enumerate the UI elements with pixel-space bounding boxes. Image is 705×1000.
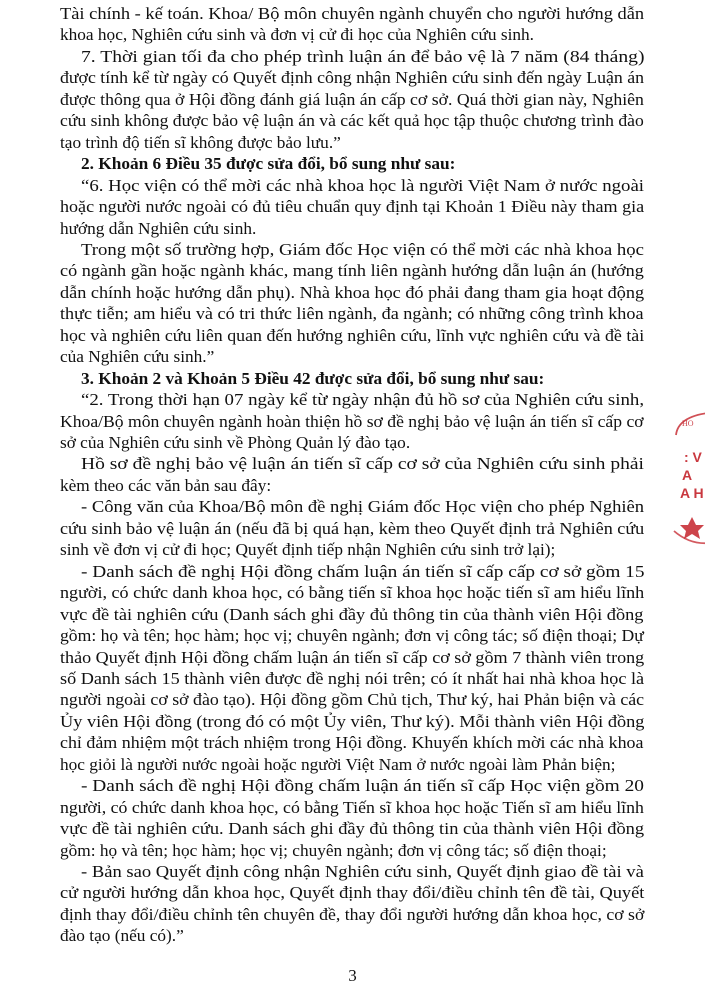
text-line: được thông qua ở Hội đồng đánh giá luận án cấp cơ sở. Quá thời gian này, Nghiên: [60, 89, 644, 109]
svg-text:A: A: [682, 467, 693, 483]
text-line: cứu sinh bảo vệ luận án (nếu đã bị quá hạn, kèm theo Quyết định trả Nghiên cứu: [60, 518, 645, 538]
text-line: chỉ đảm nhiệm một trách nhiệm trong Hội đồng. Khuyến khích mời các nhà khoa: [60, 733, 644, 753]
text-line: cứu sinh không được bảo vệ luận án và các kết quả học tập thuộc chương trình đào: [60, 111, 644, 131]
text-line: - Công văn của Khoa/Bộ môn đề nghị Giám đốc Học viện cho phép Nghiên: [81, 497, 645, 517]
text-line: Trong một số trường hợp, Giám đốc Học viện có thể mời các nhà khoa học: [81, 239, 644, 259]
text-line: - Bản sao Quyết định công nhận Nghiên cứu sinh, Quyết định giao đề tài và: [81, 862, 644, 881]
text-line: học và nghiên cứu liên quan đến hướng nghiên cứu, lĩnh vực nghiên cứu và đề tài: [60, 325, 645, 345]
text-line: “6. Học viện có thể mời các nhà khoa học là người Việt Nam ở nước ngoài: [81, 175, 645, 195]
text-line: định thay đổi/điều chỉnh tên chuyên đề, thay đổi người hướng dẫn khoa học, cơ sở: [60, 904, 645, 924]
text-line: sở của Nghiên cứu sinh về Phòng Quản lý đào tạo.: [60, 433, 411, 452]
text-line: sinh về đơn vị cử đi học; Quyết định tiếp nhận Nghiên cứu sinh trở lại);: [60, 540, 556, 560]
text-line: “2. Trong thời hạn 07 ngày kể từ ngày nhận đủ hồ sơ của Nghiên cứu sinh,: [81, 390, 645, 410]
text-line: thảo Quyết định Hội đồng chấm luận án tiến sĩ cấp cơ sở gồm 7 thành viên trong: [60, 647, 645, 667]
text-line: cử người hướng dẫn khoa học, Quyết định thay đổi/điều chỉnh tên đề tài, Quyết: [60, 883, 645, 903]
text-line: khoa học, Nghiên cứu sinh và đơn vị cử đi học của Nghiên cứu sinh.: [60, 25, 534, 45]
text-line: Khoa/Bộ môn chuyên ngành hoàn thiện hồ sơ đề nghị bảo vệ luận án tiến sĩ cấp cơ: [60, 411, 644, 431]
text-line: người, có chức danh khoa học, có bằng tiến sĩ khoa học hoặc tiến sĩ am hiểu lĩnh: [60, 583, 645, 603]
section-heading: 2. Khoản 6 Điều 35 được sửa đổi, bổ sung như sau:: [81, 154, 456, 174]
page-number: 3: [348, 966, 357, 985]
text-line: hướng dẫn Nghiên cứu sinh.: [60, 218, 257, 238]
text-line: Ủy viên Hội đồng (trong đó có một Ủy viên, Thư ký). Mỗi thành viên Hội đồng: [60, 711, 645, 731]
text-line: được tính kể từ ngày có Quyết định công nhận Nghiên cứu sinh đến ngày Luận án: [60, 68, 645, 88]
text-line: Tài chính - kế toán. Khoa/ Bộ môn chuyên ngành chuyển cho người hướng dẫn: [60, 4, 645, 23]
svg-text:A H: A H: [680, 485, 704, 501]
text-line: người, có chức danh khoa học, có bằng Tiến sĩ khoa học hoặc Tiến sĩ am hiểu lĩnh: [60, 797, 644, 817]
section-heading: 3. Khoản 2 và Khoản 5 Điều 42 được sửa đổi, bổ sung như sau:: [81, 368, 545, 388]
text-line: số Danh sách 15 thành viên được đề nghị nói trên; có ít nhất hai nhà khoa học là: [60, 668, 645, 688]
text-line: 7. Thời gian tối đa cho phép trình luận án để bảo vệ là 7 năm (84 tháng): [81, 46, 645, 66]
red-stamp-partial: [670, 395, 705, 555]
text-line: gồm: họ và tên; học hàm; học vị; chuyên ngành; đơn vị công tác; số điện thoại;: [60, 840, 607, 860]
stamp-graphic: [670, 395, 705, 555]
text-line: kèm theo các văn bản sau đây:: [60, 475, 272, 495]
text-line: có ngành gần hoặc ngành khác, mang tính liên ngành hướng dẫn luận án (hướng: [60, 261, 644, 281]
text-line: vực đề tài nghiên cứu (Danh sách ghi đầy đủ thông tin của thành viên Hội đồng: [60, 604, 644, 624]
text-line: đào tạo (nếu có).”: [60, 926, 184, 946]
text-line: dẫn chính hoặc hướng dẫn phụ). Nhà khoa học đó phải đang tham gia hoạt động: [60, 282, 645, 302]
text-line: tạo trình độ tiến sĩ không được bảo lưu.”: [60, 132, 341, 152]
text-line: - Danh sách đề nghị Hội đồng chấm luận án tiến sĩ cấp Học viện gồm 20: [81, 776, 644, 796]
text-line: người ngoài cơ sở đào tạo). Hội đồng gồm Chủ tịch, Thư ký, hai Phản biện và các: [60, 690, 645, 710]
text-line: - Danh sách đề nghị Hội đồng chấm luận án tiến sĩ cấp cấp cơ sở gồm 15: [81, 561, 645, 581]
text-line: gồm: họ và tên; học hàm; học vị; chuyên ngành; đơn vị công tác; số điện thoại; Dự: [60, 626, 644, 646]
text-line: học giỏi là người nước ngoài hoặc người Việt Nam ở nước ngoài làm Phản biện;: [60, 754, 616, 774]
svg-text:: V: : V: [684, 449, 702, 465]
text-line: thực tiễn; am hiểu và có tri thức liên ngành, đa ngành; có những công trình khoa: [60, 304, 644, 324]
text-line: Hồ sơ đề nghị bảo vệ luận án tiến sĩ cấp cơ sở của Nghiên cứu sinh phải: [81, 454, 644, 474]
svg-text:HO: HO: [682, 419, 694, 428]
text-line: hoặc người nước ngoài có đủ tiêu chuẩn quy định tại Khoản 1 Điều này tham gia: [60, 197, 645, 217]
text-line: vực đề tài nghiên cứu. Danh sách ghi đầy đủ thông tin của thành viên Hội đồng: [60, 819, 645, 839]
text-line: của Nghiên cứu sinh.”: [60, 347, 215, 367]
